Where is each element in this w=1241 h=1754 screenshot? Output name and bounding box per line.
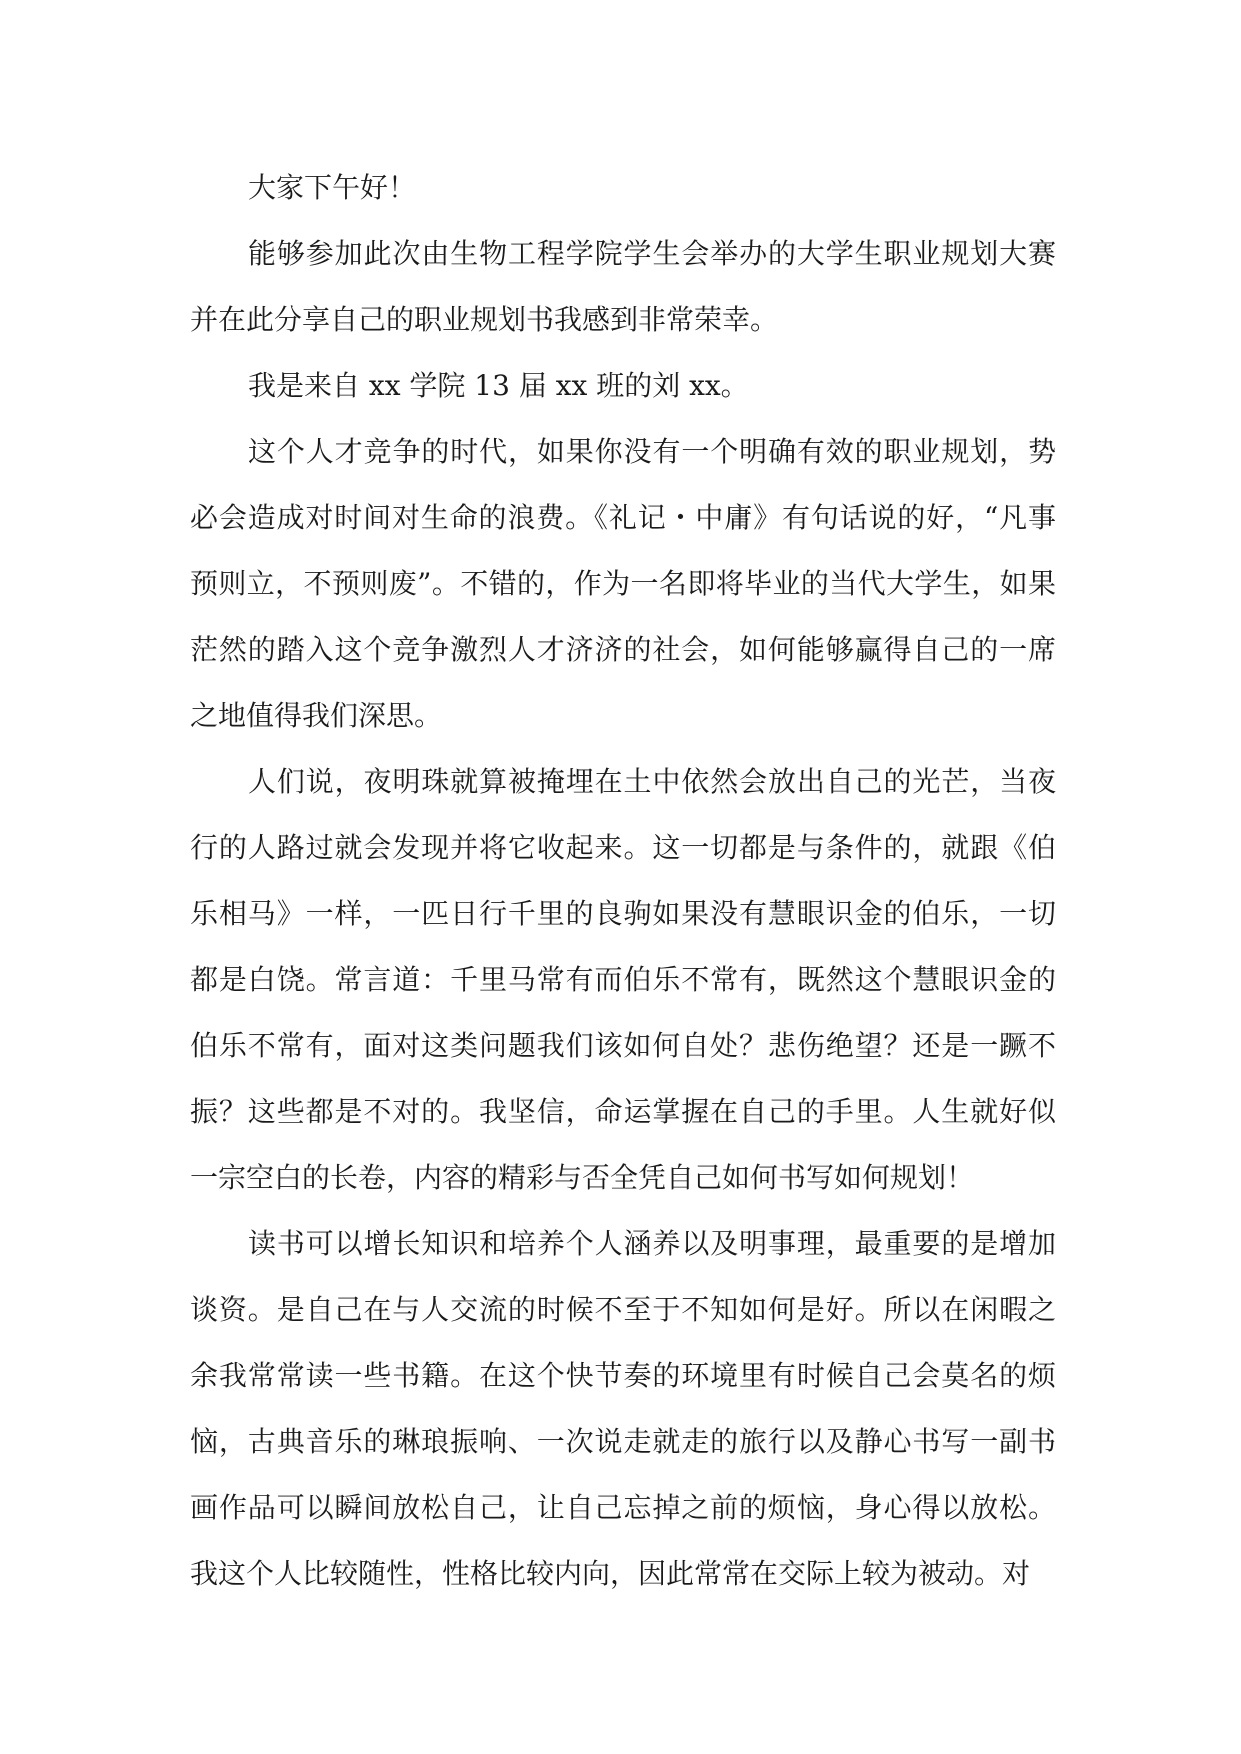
paragraph-hobbies: 读书可以增长知识和培养个人涵养以及明事理，最重要的是增加谈资。是自己在与人交流的时候不至于不知如何是好。所以在闲暇之余我常常读一些书籍。在这个快节奏的环境里有时候自己会莫名的烦恼，古典音乐的琳琅振响、一次说走就走的旅行以及静心书写一副书画作品可以瞬间放松自己，让自己忘掉之前的烦恼，身心得以放松。我这个人比较随性，性格比较内向，因此常常在交际上较为被动。对 — [190, 1227, 1056, 1590]
paragraph-greeting: 大家下午好！ — [248, 171, 417, 204]
paragraph-honor: 能够参加此次由生物工程学院学生会举办的大学生职业规划大赛并在此分享自己的职业规划书我感到非常荣幸。 — [190, 237, 1056, 336]
paragraph-career-planning: 这个人才竞争的时代，如果你没有一个明确有效的职业规划，势必会造成对时间对生命的浪费。《礼记・中庸》有句话说的好，“凡事预则立，不预则废”。不错的，作为一名即将毕业的当代大学生，如果茫然的踏入这个竞争激烈人才济济的社会，如何能够赢得自己的一席之地值得我们深思。 — [190, 435, 1056, 732]
paragraph-introduction: 我是来自 xx 学院 13 届 xx 班的刘 xx。 — [248, 369, 749, 402]
document-body — [190, 155, 1056, 1607]
paragraph-destiny: 人们说，夜明珠就算被掩埋在土中依然会放出自己的光芒，当夜行的人路过就会发现并将它收起来。这一切都是与条件的，就跟《伯乐相马》一样，一匹日行千里的良驹如果没有慧眼识金的伯乐，一切都是白饶。常言道：千里马常有而伯乐不常有，既然这个慧眼识金的伯乐不常有，面对这类问题我们该如何自处？悲伤绝望？还是一蹶不振？这些都是不对的。我坚信，命运掌握在自己的手里。人生就好似一宗空白的长卷，内容的精彩与否全凭自己如何书写如何规划！ — [190, 765, 1056, 1194]
